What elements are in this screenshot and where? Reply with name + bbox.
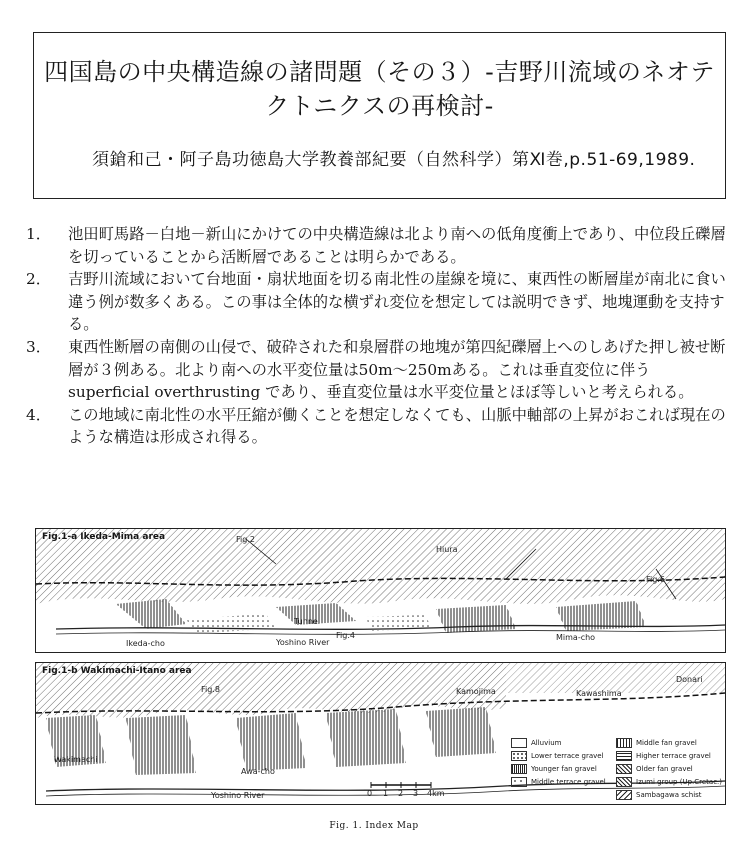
map-label: Donari <box>676 675 703 684</box>
map-panel-a <box>35 528 726 653</box>
scale-label: 2 <box>398 789 404 798</box>
scale-label: 0 <box>367 789 373 798</box>
map-label: Wakimachi <box>54 755 98 764</box>
panel-b-title: Fig.1-b Wakimachi-Itano area <box>42 666 192 676</box>
point-text: この地域に南北性の水平圧縮が働くことを想定しなくても、山脈中軸部の上昇がおこれば現在のような構造は形成され得る。 <box>68 405 726 447</box>
map-label: Fig.4 <box>336 631 355 640</box>
legend-label: Middle terrace gravel <box>531 778 606 786</box>
map-a-drawing <box>36 529 725 652</box>
point-number: 2． <box>26 270 52 289</box>
legend-swatch <box>616 751 632 761</box>
map-label: Fig.8 <box>201 685 220 694</box>
map-label: Kawashima <box>576 689 622 698</box>
map-label: Ikeda-cho <box>126 639 165 648</box>
legend-swatch <box>616 790 632 800</box>
legend-label: Lower terrace gravel <box>531 752 604 760</box>
legend-swatch <box>616 738 632 748</box>
legend-item <box>511 764 597 774</box>
map-label: Hiura <box>436 545 458 554</box>
legend-label: Older fan gravel <box>636 765 693 773</box>
summary-point <box>26 404 731 449</box>
point-text: 池田町馬路－白地－新山にかけての中央構造線は北より南への低角度衝上であり、中位段丘礫層を切っていることから活断層であることは明らかである。 <box>68 225 726 266</box>
scale-label: 3 <box>413 789 419 798</box>
map-label: Fig.2 <box>236 535 255 544</box>
legend-label: Younger fan gravel <box>531 765 597 773</box>
legend-swatch <box>511 777 527 787</box>
point-text: 吉野川流域において台地面・扇状地面を切る南北性の崖線を境に、東西性の断層崖が南北に食い違う例が数多くある。この事は全体的な横ずれ変位を想定しては説明できず、地塊運動を支持する。 <box>68 270 726 334</box>
summary-point <box>26 336 731 404</box>
legend-item <box>616 764 693 774</box>
map-label: Yoshino River <box>211 791 265 800</box>
map-panel-b <box>35 662 726 805</box>
legend-label: Izumi group (Up.Cretac.) <box>636 778 722 786</box>
legend-swatch <box>511 764 527 774</box>
map-label: Kamojima <box>456 687 496 696</box>
citation: 須鎗和己・阿子島功徳島大学教養部紀要（自然科学）第Ⅺ巻,p.51-69,1989. <box>92 150 696 170</box>
legend-item <box>511 751 604 761</box>
scale-label: 4km <box>427 789 445 798</box>
title-box <box>33 32 726 199</box>
legend-item <box>511 738 561 748</box>
figure-caption: Fig. 1. Index Map <box>329 821 419 831</box>
legend-item <box>616 751 711 761</box>
legend-item <box>616 777 722 787</box>
legend-label: Sambagawa schist <box>636 791 702 799</box>
point-text: 東西性断層の南側の山侵で、破砕された和泉層群の地塊が第四紀礫層上へのしあげた押し被せ断層が３例ある。北より南への水平変位量は50m～250mある。これは垂直変位に伴う superficial overthrusting であり、垂直変位量は水平変位量とほぼ等しいと考えられる。 <box>68 337 726 402</box>
legend-label: Higher terrace gravel <box>636 752 711 760</box>
map-label: Yoshino River <box>276 638 330 647</box>
title-line-1: 四国島の中央構造線の諸問題（その３）-吉野川流域のネオテ <box>44 58 715 86</box>
summary-point <box>26 268 731 336</box>
map-label: Tunnel <box>294 617 321 626</box>
legend-item <box>616 790 702 800</box>
point-number: 1． <box>26 225 52 243</box>
map-label: Fig.6 <box>646 575 665 584</box>
summary-point <box>26 223 731 268</box>
point-number: 3． <box>26 337 52 356</box>
title-line-2: クトニクスの再検討- <box>265 92 494 120</box>
legend-item <box>616 738 697 748</box>
summary-points <box>26 223 731 449</box>
legend-label: Middle fan gravel <box>636 739 697 747</box>
legend-label: Alluvium <box>531 739 562 747</box>
point-number: 4． <box>26 405 52 424</box>
panel-a-title: Fig.1-a Ikeda-Mima area <box>42 532 166 542</box>
map-label: Awa-cho <box>241 767 275 776</box>
legend-swatch <box>616 764 632 774</box>
scale-label: 1 <box>383 789 389 798</box>
legend-swatch <box>511 751 527 761</box>
legend-swatch <box>511 738 527 748</box>
legend-swatch <box>616 777 632 787</box>
paper-title <box>34 55 725 123</box>
map-label: Mima-cho <box>556 633 596 642</box>
legend-item <box>511 777 606 787</box>
